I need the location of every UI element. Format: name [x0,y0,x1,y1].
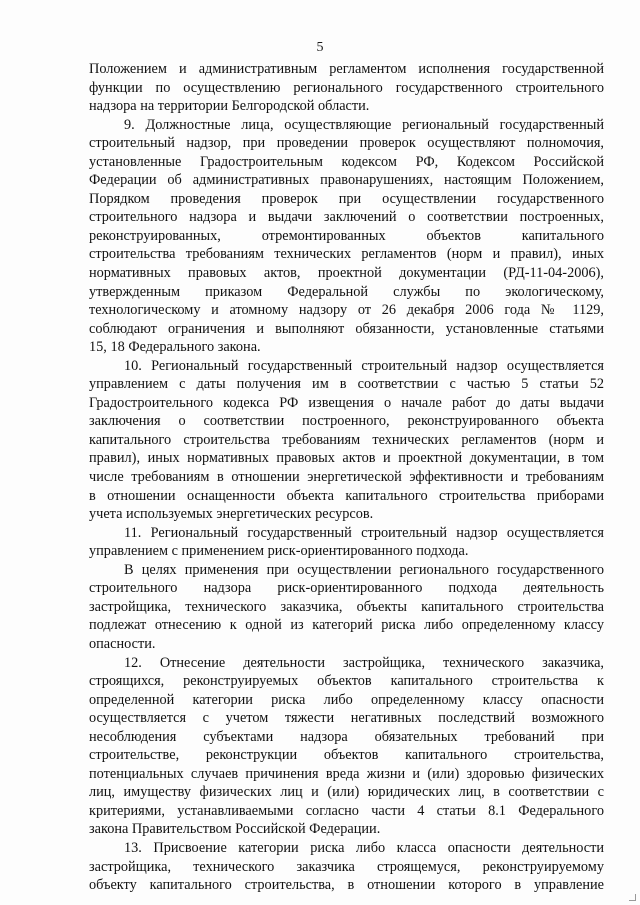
text-line: лиц, имуществу физических лиц и (или) юридических лиц, в соответствии с [89,784,604,801]
text-line: строящихся, реконструируемых объектов капитального строительства к [89,673,604,690]
text-line: строительного надзора риск-ориентированного подхода деятельность [89,580,604,597]
text-line: управлением с даты получения им в соответствии с частью 5 статьи 52 [89,376,604,393]
text-line: застройщика, технического заказчика строящемуся, реконструируемому [89,858,604,875]
text-line: 10. Региональный государственный строительный надзор осуществляется [124,357,604,374]
text-line: 13. Присвоение категории риска либо класса опасности деятельности [124,839,604,856]
text-line: строительного надзора и выдачи заключений о соответствии построенных, [89,209,604,226]
text-line: числе требованиям в отношении энергетической эффективности и требованиям [89,469,604,486]
text-line: реконструированных, отремонтированных объектов капитального [89,227,604,244]
text-line: закона Правительством Российской Федерации. [89,821,381,838]
text-line: опасности. [89,635,156,652]
text-line: Градостроительного кодекса РФ извещения о начале работ до даты выдачи [89,394,604,411]
text-line: правил), иных нормативных правовых актов и проектной документации, в том [89,450,604,467]
text-line: застройщика, технического заказчика, объекты капитального строительства [89,598,604,615]
text-line: надзора на территории Белгородской области. [89,98,370,115]
text-line: объекту капитального строительства, в отношении которого в управление [89,877,604,894]
document-body [89,60,604,895]
text-line: капитального строительства требованиям технических регламентов (норм и [89,431,604,448]
text-line: строительства требованиям технических регламентов (норм и правил), иных [89,246,604,263]
text-line: 15, 18 Федерального закона. [89,339,261,356]
text-line: Федерации об административных правонарушениях, настоящим Положением, [89,172,604,189]
text-line: в отношении оснащенности объекта капитального строительства приборами [89,487,604,504]
text-line: потенциальных случаев причинения вреда жизни и (или) здоровью физических [89,765,604,782]
text-line: учета используемых энергетических ресурсов. [89,506,374,523]
text-line: управлением с применением риск-ориентированного подхода. [89,543,469,560]
text-line: Порядком проведения проверок при осуществлении государственного [89,190,604,207]
text-line: 9. Должностные лица, осуществляющие региональный государственный [124,116,604,133]
text-line: нормативных правовых актов, проектной документации (РД-11-04-2006), [89,265,604,282]
text-line: определенной категории риска либо определенному классу опасности [89,691,604,708]
text-line: осуществляется с учетом тяжести негативных последствий возможного [89,710,604,727]
text-line: заключения о соответствии построенного, реконструированного объекта [89,413,604,430]
text-line: соблюдают ограничения и выполняют обязанности, установленные статьями [89,320,604,337]
text-line: В целях применения при осуществлении регионального государственного [124,561,604,578]
text-line: строительный надзор, при проведении проверок осуществляют полномочия, [89,135,604,152]
text-line: технологическому и атомному надзору от 26 декабря 2006 года № 1129, [89,302,604,319]
text-line: 11. Региональный государственный строительный надзор осуществляется [124,524,604,541]
text-line: установленные Градостроительным кодексом РФ, Кодексом Российской [89,153,604,170]
text-line: критериями, устанавливаемыми согласно части 4 статьи 8.1 Федерального [89,802,604,819]
text-line: строительстве, реконструкции объектов капитального строительства, [89,747,604,764]
text-line: подлежат отнесению к одной из категорий риска либо определенному классу [89,617,604,634]
page-number: 5 [316,40,324,55]
text-line: Положением и административным регламентом исполнения государственной [89,61,604,77]
text-line: 12. Отнесение деятельности застройщика, технического заказчика, [124,654,604,671]
text-line: утвержденным приказом Федеральной службы по экологическому, [89,283,604,300]
text-line: несоблюдения субъектами надзора обязательных требований при [89,728,604,745]
scan-corner-mark [629,894,636,901]
text-line: функции по осуществлению регионального государственного строительного [89,79,604,96]
